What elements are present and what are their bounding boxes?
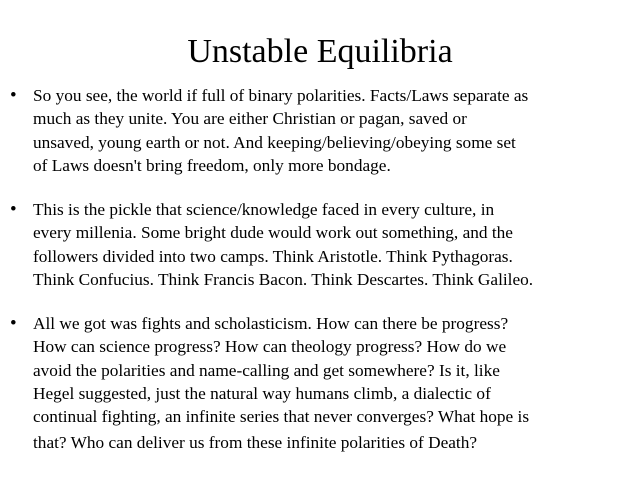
bullet-line: avoid the polarities and name-calling and get somewhere? Is it, like xyxy=(33,360,500,380)
slide-title: Unstable Equilibria xyxy=(187,33,453,70)
bullet-icon: • xyxy=(10,313,17,334)
bullet-line: This is the pickle that science/knowledge faced in every culture, in xyxy=(33,200,495,219)
bullet-line: Hegel suggested, just the natural way humans climb, a dialectic of xyxy=(33,383,491,403)
bullet-line: followers divided into two camps. Think Aristotle. Think Pythagoras. xyxy=(33,246,513,266)
bullet-line: that? Who can deliver us from these infinite polarities of Death? xyxy=(33,433,478,453)
bullet-text xyxy=(33,84,639,177)
bullet-line: unsaved, young earth or not. And keeping/believing/obeying some set xyxy=(33,132,516,152)
bullet-line: of Laws doesn't bring freedom, only more bondage. xyxy=(33,155,391,175)
bullet-line: So you see, the world if full of binary polarities. Facts/Laws separate as xyxy=(33,86,529,105)
bullet-line: All we got was fights and scholasticism. How can there be progress? xyxy=(33,314,509,333)
bullet-line: every millenia. Some bright dude would work out something, and the xyxy=(33,223,513,243)
bullet-icon: • xyxy=(10,199,17,220)
bullet-text xyxy=(33,198,639,291)
bullet-line: much as they unite. You are either Christian or pagan, saved or xyxy=(33,109,467,129)
bullet-icon: • xyxy=(10,85,17,106)
bullet-line: How can science progress? How can theology progress? How do we xyxy=(33,337,507,357)
bullet-line: Think Confucius. Think Francis Bacon. Think Descartes. Think Galileo. xyxy=(33,269,534,289)
bullet-text xyxy=(33,312,639,455)
bullet-line: continual fighting, an infinite series that never converges? What hope is xyxy=(33,407,530,427)
